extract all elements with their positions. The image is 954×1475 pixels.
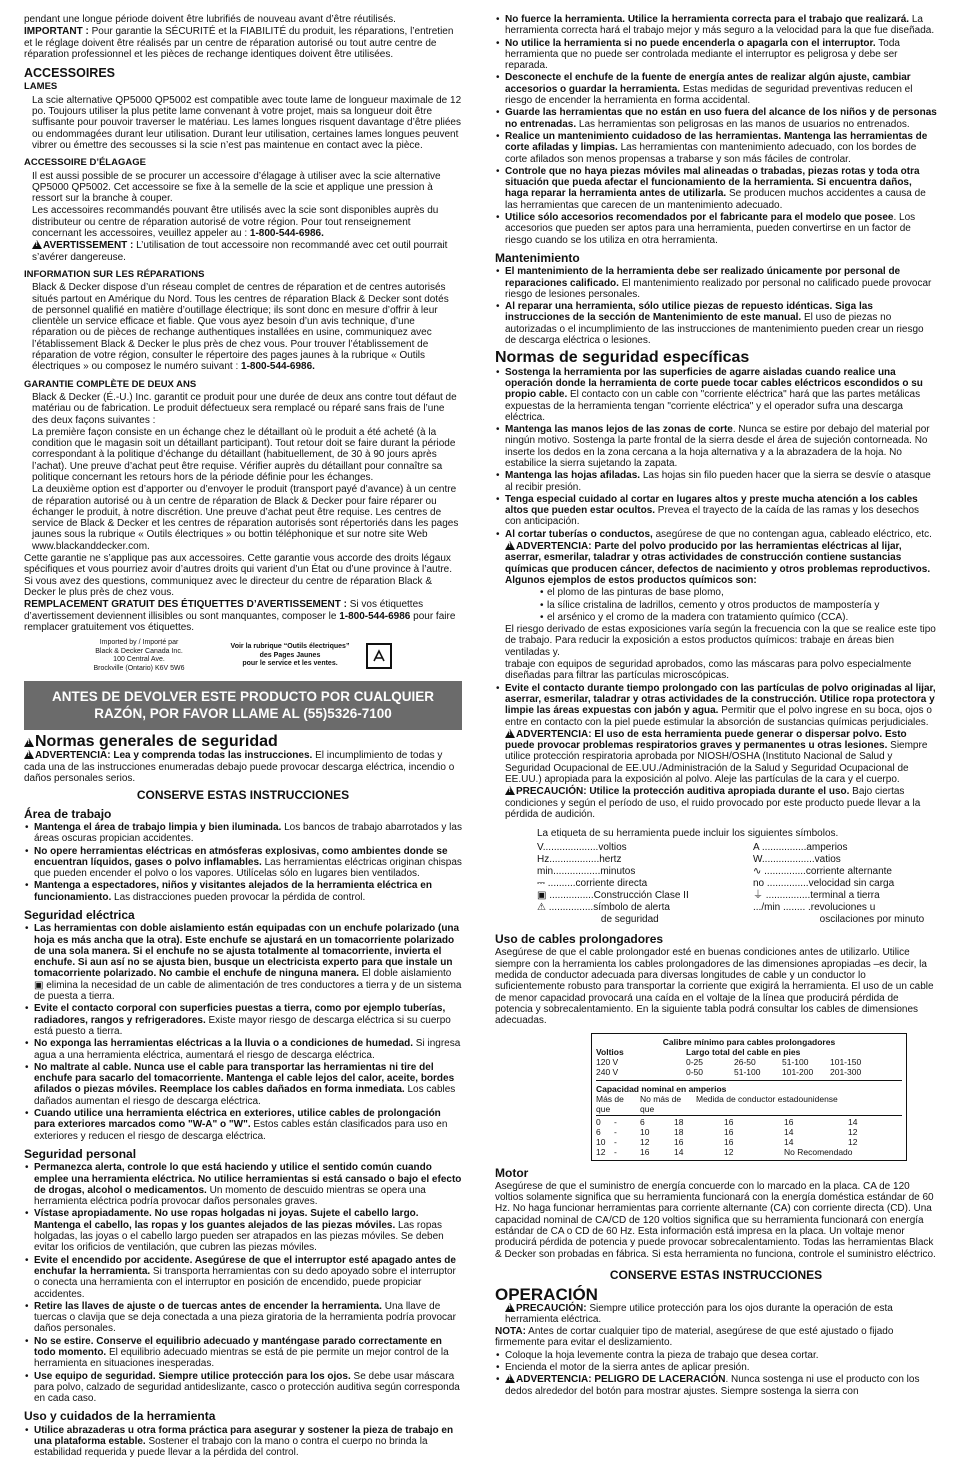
list-item: • Mantenga el área de trabajo limpia y bien iluminada. Los bancos de trabajo abarrotados y las áreas oscuras propician accidentes. bbox=[24, 822, 462, 845]
table-row: 6 - 10 18 16 14 12 bbox=[596, 1126, 858, 1137]
symbol-row: Hz..................hertz W...................vatios bbox=[537, 854, 841, 866]
warning-icon bbox=[505, 1303, 515, 1312]
symbol-row: ▣ ................Construcción Clase II ⏚ ................terminal a tierra bbox=[537, 890, 880, 902]
warranty-heading: GARANTIE COMPLÈTE DE DEUX ANS bbox=[24, 378, 197, 390]
area-trabajo-heading: Área de trabajo bbox=[24, 806, 112, 821]
list-item: • Realice un mantenimiento cuidadoso de las herramientas. Mantenga las herramientas de corte afiladas y limpias. Las herramientas con mantenimiento adecuado, con los bordes de corte afilados son menos propensas a trabarse y son más fáciles de controlar. bbox=[495, 131, 937, 165]
warranty-text-1: Black & Decker (É.-U.) Inc. garantit ce produit pour une durée de deux ans contre tout défaut de matériau ou de fabrication. Le produit défectueux sera remplacé ou réparé sans frais de l’une des deux façons suivantes : bbox=[32, 391, 457, 426]
list-item: • Desconecte el enchufe de la fuente de energía antes de realizar algún ajuste, cambiar accesorios o guardar la herramienta. Estas medidas de seguridad preventivas reducen el riesgo de encender la herramienta en forma accidental. bbox=[495, 72, 937, 106]
return-banner: ANTES DE DEVOLVER ESTE PRODUCTO POR CUALQUIER RAZÓN, POR FAVOR LLAME AL (55)5326-7100 bbox=[24, 681, 462, 730]
list-item: • Las herramientas con doble aislamiento están equipadas con un enchufe polarizado (una hoja es más ancha que la otra). Este enchufe se ajustará en un tomacorriente polarizado de una sola manera. Si el enchufe no se ajusta totalmente al tomacorriente, invierta el enchufe. Si aun así no se ajusta bien, busque un electricista experto para que instale un tomacorriente polarizado. No cambie el enchufe de ninguna manera. El doble aislamiento ▣ elimina la necesidad de un cable de alimentación de tres conductores a tierra y de un sistema de puesta a tierra. bbox=[24, 923, 462, 1002]
cord-table-title: Calibre mínimo para cables prolongadores bbox=[662, 1036, 836, 1047]
labels-paragraph: REMPLACEMENT GRATUIT DES ÉTIQUETTES D’AVERTISSEMENT : Si vos étiquettes d’avertissement deviennent illisibles ou sont manquantes, composer le 1-800-544-6986 pour faire remplacer gratuitement vos étiquettes. bbox=[24, 599, 456, 633]
conserve-heading: CONSERVE ESTAS INSTRUCCIONES bbox=[136, 788, 350, 803]
uso-cuidados-heading: Uso y cuidados de la herramienta bbox=[24, 1409, 216, 1424]
list-item: • Mantenga las manos lejos de las zonas de corte. Nunca se estire por debajo del material por ningún motivo. Sostenga la parte frontal de la sierra desde el área de sujeción contorneada. No inserte los dedos en la zona cercana a la hoja alternativa y a la abrazadera de la hoja. No estabilice la sierra sujetando la zapata. bbox=[495, 424, 937, 469]
list-item: • El mantenimiento de la herramienta debe ser realizado únicamente por personal de reparaciones calificado. El mantenimiento realizado por personal no calificado puede provocar riesgo de lesiones personales. bbox=[495, 266, 937, 300]
list-item: • No maltrate al cable. Nunca use el cable para transportar las herramientas ni tire del enchufe para sacarlo del tomacorriente. Mantenga el cable lejos del calor, aceite, bordes afilados o piezas móviles. Reemplace los cables dañados en forma inmediata. Los cables dañados aumentan el riesgo de descarga eléctrica. bbox=[24, 1062, 462, 1107]
table-row: 12 - 16 14 12 No Recomendado bbox=[596, 1146, 853, 1157]
list-item: • Cuando utilice una herramienta eléctrica en exteriores, utilice cables de prolongación para exteriores marcados como "W-A" o "W". Estos cables están clasificados para uso en exteriores y reducen el riesgo de descarga eléctrica. bbox=[24, 1108, 462, 1142]
normas-especificas-list bbox=[495, 367, 937, 540]
warranty-text-3: La deuxième option est d’apporter ou d’envoyer le produit (transport payé d’avance) à un centre de réparation autorisé ou à un centre de réparation de Black & Decker pour faire réparer ou échanger le produit, à notre discrétion. Une preuve d’achat peut être requise. Les centres de service de Black & Decker et les centres de réparation autorisés sont répertoriés dans les pages jaunes sous la rubrique « Outils électriques » ou bottin téléphonique et sur notre site Web www.blackanddecker.com. bbox=[32, 484, 459, 552]
symbol-row: V....................voltios A ................amperios bbox=[537, 842, 848, 854]
operacion-list bbox=[495, 1350, 937, 1397]
cord-gauge-table bbox=[591, 1033, 907, 1161]
list-item: • el arsénico y el cromo de la madera con tratamiento químico (CCA). bbox=[539, 612, 937, 623]
elagage-text-1: Il est aussi possible de se procurer un accessoire d’élagage à utiliser avec la scie alternative QP5000 QP5002. Cet accessoire se fixe à la semelle de la scie et applique une pression à ressort sur la branche à couper. bbox=[32, 170, 441, 205]
symbol-row: min.................minutos ∿ ...............corriente alternante bbox=[537, 866, 892, 878]
table-row: 0 - 6 18 16 16 14 bbox=[596, 1116, 858, 1127]
list-item: • Al reparar una herramienta, sólo utilice piezas de repuesto idénticas. Siga las instrucciones de la sección de Mantenimiento de este manual. El uso de piezas no autorizadas o el incumplimiento de las instrucciones de mantenimiento pueden crear un riesgo de descarga eléctrica o lesiones. bbox=[495, 301, 937, 346]
normas-especificas-heading: Normas de seguridad específicas bbox=[495, 349, 750, 367]
polvo-text-2: trabaje con equipos de seguridad aprobados, como las máscaras para polvo especialmente diseñadas para filtrar las partículas microscópicas. bbox=[505, 659, 912, 682]
polvo-text-1: El riesgo derivado de estas exposiciones varía según la frecuencia con la que se realice este tipo de trabajo. Para reducir la exposición a estos productos químicos: trabaje en áreas bien ventiladas y. bbox=[505, 624, 936, 658]
list-item: • Encienda el motor de la sierra antes de aplicar presión. bbox=[495, 1362, 937, 1373]
repair-heading: INFORMATION SUR LES RÉPARATIONS bbox=[24, 268, 205, 280]
list-item: • Retire las llaves de ajuste o de tuercas antes de encender la herramienta. Una llave de tuercas o clavija que se deja conectada a una pieza giratoria de la herramienta podría provocar daños personales. bbox=[24, 1301, 462, 1335]
polvo-list bbox=[495, 587, 937, 623]
normas-generales-heading: !Normas generales de seguridad bbox=[24, 736, 462, 747]
warning-icon bbox=[24, 738, 34, 747]
list-item: • Evite el contacto durante tiempo prolongado con las partículas de polvo originadas al lijar, aserrar, esmerilar, taladrar y otras actividades de la construcción. Utilice ropa protectora y limpie las áreas expuestas con jabón y agua. Permitir que el polvo ingrese en su boca, ojos o entre en contacto con la piel puede estimular la absorción de sustancias químicas perjudiciales. bbox=[495, 683, 937, 728]
list-item: • No opere herramientas eléctricas en atmósferas explosivas, como ambientes donde se encuentran líquidos, gases o polvo inflamables. Las herramientas eléctricas originan chispas que pueden encender el polvo o los vapores. Utilícelas sólo en lugares bien ventilados. bbox=[24, 846, 462, 880]
warning-icon bbox=[505, 729, 515, 738]
warning-icon bbox=[505, 1374, 515, 1383]
cables-text: Asegúrese de que el cable prolongador esté en buenas condiciones antes de utilizarlo. Utilice siempre con la herramienta los cables prolongadores de las dimensiones apropiadas –es decir, la medida de conductor adecuada para diversas longitudes de cable y un conductor lo suficientemente robusto para transportar la corriente que exigirá la herramienta. El uso de un cable de menor capacidad provocará una caída en el voltaje de la línea que producirá pérdida de potencia y sobrecalentamiento. En la siguiente tabla podrá consultar los cables de dimensiones adecuadas. bbox=[495, 947, 934, 1027]
list-item: • Vístase apropiadamente. No use ropas holgadas ni joyas. Sujete el cabello largo. Mantenga el cabello, las ropas y los guantes alejados de las piezas móviles. Las ropas holgadas, las joyas o el cabello largo pueden ser atrapados en las piezas móviles. Se deben evitar los orificios de ventilación, que cubren las piezas móviles. bbox=[24, 1208, 462, 1253]
list-item: • Utilice abrazaderas u otra forma práctica para asegurar y sostener la pieza de trabajo en una plataforma estable. Sostener el trabajo con la mano o contra el cuerpo no brinda la estabilidad requerida y puede llevar a la pérdida del control. bbox=[24, 1425, 462, 1459]
repair-text: Black & Decker dispose d’un réseau complet de centres de réparation et de centres autorisés situés partout en Amérique du Nord. Tous les centres de réparation Black & Decker sont dotés de personnel qualifié en matière d’outillage électrique; ils sont donc en mesure d’offrir à leur clientèle un service efficace et fiable. Que vous ayez besoin d’un avis technique, d’une réparation ou de pièces de rechange authentiques installées en usine, communiquez avec l’établissement Black & Decker le plus près de chez vous. Pour trouver l’établissement de réparation de votre région, consulter le répertoire des pages jaunes à la rubrique « Outils électriques » ou composez le numéro suivant : 1-800-544-6986. bbox=[32, 282, 449, 373]
divider bbox=[596, 1080, 902, 1081]
elagage-text-2: Les accessoires recommandés pouvant être utilisés avec la scie sont disponibles auprès du distributeur ou centre de réparation autorisé de votre région. Pour tout renseignement concernant les accessoires, veuillez appeler au : 1-800-544-6986. bbox=[32, 205, 439, 240]
warranty-text-2: La première façon consiste en un échange chez le détaillant où le produit a été acheté (à la condition que le magasin soit un détaillant participant). Tout retour doit se faire durant la période correspondant à la politique d’échange du détaillant (habituellement, de 30 à 90 jours après l’achat). Une preuve d’achat peut être requise. Vérifier auprès du détaillant pour connaître sa politique concernant les retours hors de la période définie pour les échanges. bbox=[32, 426, 456, 483]
elagage-heading: ACCESSOIRE D’ÉLAGAGE bbox=[24, 157, 146, 169]
hearing-caution: !PRECAUCIÓN: Utilice la protección auditiva apropiada durante el uso. Bajo ciertas condiciones y según el período de uso, el ruido provocado por este producto puede llevar a la pérdida de audición. bbox=[495, 786, 937, 820]
list-item: • Permanezca alerta, controle lo que está haciendo y utilice el sentido común cuando emplee una herramienta eléctrica. No utilice herramientas si está cansado o bajo el efecto de drogas, alcohol o medicamentos. Un momento de descuido mientras se opera una herramienta eléctrica podría provocar daños personales graves. bbox=[24, 1162, 462, 1207]
list-item: • el plomo de las pinturas de base plomo, bbox=[539, 587, 937, 598]
list-item: • Guarde las herramientas que no están en uso fuera del alcance de los niños y de personas no entrenadas. Las herramientas son peligrosas en las manos de usuarios no entrenados. bbox=[495, 107, 937, 130]
warning-icon bbox=[505, 786, 515, 795]
list-item: • Utilice sólo accesorios recomendados por el fabricante para el modelo que posee. Los accesorios que pueden ser aptos para una herramienta, pueden convertirse en un factor de riesgo cuando se los utiliza en otra herramienta. bbox=[495, 212, 937, 246]
list-item: • Controle que no haya piezas móviles mal alineadas o trabadas, piezas rotas y toda otra situación que pueda afectar el funcionamiento de la herramienta. Si encuentra daños, haga reparar la herramienta antes de utilizarla. Se producen muchos accidentes a causa de las herramientas que carecen de un mantenimiento adecuado. bbox=[495, 166, 937, 211]
list-item: • la sílice cristalina de ladrillos, cemento y otros productos de mampostería y bbox=[539, 600, 937, 611]
cables-heading: Uso de cables prolongadores bbox=[495, 932, 664, 947]
seguridad-personal-list bbox=[24, 1162, 462, 1404]
normas-warning: !ADVERTENCIA: Lea y comprenda todas las instrucciones. El incumplimiento de todas y cada una de las instrucciones enumeradas debajo puede provocar descarga eléctrica, incendio o daños personales serios. bbox=[24, 750, 462, 784]
mantenimiento-list bbox=[495, 266, 937, 346]
list-item: !• ADVERTENCIA: PELIGRO DE LACERACIÓN. Nunca sostenga ni use el producto con los dedos alrededor del botón para mostrar ajustes. Siempre sostenga la sierra con bbox=[495, 1374, 937, 1397]
list-item: • Tenga especial cuidado al cortar en lugares altos y preste mucha atención a los cables altos que pueden estar ocultos. Prevea el trayecto de la caída de las ramas y los desechos con anticipación. bbox=[495, 494, 937, 528]
uso-cuidados-list-cont bbox=[495, 14, 937, 246]
left-column bbox=[24, 14, 462, 1460]
divider bbox=[596, 1115, 902, 1116]
warranty-text-4: Cette garantie ne s’applique pas aux accessoires. Cette garantie vous accorde des droits légaux spécifiques et vous pourriez avoir d’autres droits qui varient d’un État ou d’une province à l’autre. Si vous avez des questions, communiquez avec le directeur du centre de réparation Black & Decker le plus près de chez vous. bbox=[24, 553, 453, 598]
amp-table-header: Más de No más de Medida de conductor estadounidense bbox=[596, 1093, 838, 1104]
yellow-pages-note: Voir la rubrique “Outils électriques” des Pages Jaunes pour le service et les ventes. bbox=[230, 643, 350, 668]
list-item: • Use equipo de seguridad. Siempre utilice protección para los ojos. Se debe usar máscara para polvo, calzado de seguridad antideslizante, casco o protección auditiva según corresponda en cada caso. bbox=[24, 1371, 462, 1405]
motor-heading: Motor bbox=[495, 1165, 529, 1180]
area-trabajo-list bbox=[24, 822, 462, 903]
polvo-warning: !ADVERTENCIA: Parte del polvo producido por las herramientas eléctricas al lijar, aserrar, esmerilar, taladrar y otras actividades de construcción contiene sustancias químicas que producen cáncer, defectos de nacimiento y otros problemas reproductivos. Algunos ejemplos de estos productos químicos son: bbox=[495, 541, 937, 586]
intro-text: pendant une longue période doivent être lubrifiés de nouveau avant d’être réutilisés. bbox=[24, 14, 396, 25]
importer-address: Imported by / Importé par Black & Decker Canada Inc. 100 Central Ave. Brockville (Ontario) K6V 5W6 bbox=[93, 639, 185, 672]
list-item: • Al cortar tuberías o conductos, asegúrese de que no contengan agua, cableado eléctrico, etc. bbox=[495, 529, 937, 540]
cord-table-header: Voltios Largo total del cable en pies bbox=[596, 1046, 801, 1057]
symbols-intro: La etiqueta de su herramienta puede incluir los siguientes símbolos. bbox=[537, 828, 839, 840]
important-paragraph: IMPORTANT : Pour garantie la SÉCURITÉ et la FIABILITÉ du produit, les réparations, l’entretien et le réglage doivent être réalisés par un centre de réparation autorisé ou tout autre centre de réparation professionnel et les pièces de rechange identiques doivent être utilisées. bbox=[24, 26, 454, 60]
operacion-caution: !PRECAUCIÓN: Siempre utilice protección para los ojos durante la operación de esta herramienta eléctrica. bbox=[495, 1303, 937, 1326]
seguridad-electrica-heading: Seguridad eléctrica bbox=[24, 908, 135, 922]
lames-heading: LAMES bbox=[24, 81, 58, 93]
list-item: • No fuerce la herramienta. Utilice la herramienta correcta para el trabajo que realizará. La herramienta correcta hará el trabajo mejor y más seguro a la velocidad para la que fue diseñada. bbox=[495, 14, 937, 37]
yellow-pages-logo-icon bbox=[366, 643, 392, 669]
amp-table-header-2: que que bbox=[596, 1103, 655, 1114]
table-row: 240 V 0-50 51-100 101-200 201-300 bbox=[596, 1066, 862, 1077]
right-column bbox=[495, 14, 937, 1398]
respiratory-warning: !ADVERTENCIA: El uso de esta herramienta puede generar o dispersar polvo. Esto puede provocar problemas respiratorios graves y permanentes u otras lesiones. Siempre utilice protección respiratoria aprobada por NIOSH/OSHA (Instituto Nacional de Salud y Seguridad Ocupacional de EE.UU./Administración de la Salud y Seguridad Ocupacional de EE.UU.) apropiada para la exposición al polvo. Aleje las partículas de la cara y el cuerpo. bbox=[495, 729, 937, 785]
amp-table-title: Capacidad nominal en amperios bbox=[596, 1083, 727, 1094]
symbol-row: de seguridad oscilaciones por minuto bbox=[537, 914, 925, 926]
seguridad-electrica-list bbox=[24, 923, 462, 1142]
list-item: • No exponga las herramientas eléctricas a la lluvia o a condiciones de humedad. Si ingresa agua a una herramienta eléctrica, aumentará el riesgo de descarga eléctrica. bbox=[24, 1038, 462, 1061]
warning-icon bbox=[32, 240, 42, 249]
symbols-table bbox=[537, 828, 937, 926]
seguridad-personal-heading: Seguridad personal bbox=[24, 1146, 137, 1161]
mantenimiento-heading: Mantenimiento bbox=[495, 250, 580, 265]
list-item: • Evite el encendido por accidente. Asegúrese de que el interruptor esté apagado antes de enchufar la herramienta. Si transporta herramientas con su dedo apoyado sobre el interruptor o conecta una herramienta con el interruptor en posición de encendido, puede propiciar accidentes. bbox=[24, 1255, 462, 1300]
list-item: • Coloque la hoja levemente contra la pieza de trabajo que desea cortar. bbox=[495, 1350, 937, 1361]
table-row: 120 V 0-25 26-50 51-100 101-150 bbox=[596, 1056, 862, 1067]
list-item: • Mantenga las hojas afiladas. Las hojas sin filo pueden hacer que la sierra se desvíe o atasque al recibir presión. bbox=[495, 470, 937, 493]
list-item: • Mantenga a espectadores, niños y visitantes alejados de la herramienta eléctrica en funcionamiento. Las distracciones pueden provocar la pérdida de control. bbox=[24, 880, 462, 903]
lames-text: La scie alternative QP5000 QP5002 est compatible avec toute lame de longueur maximale de 12 po. Toujours utiliser la plus petite lame convenant à votre projet, mais sa longueur doit être suffisante pour pouvoir traverser le matériau. Les lames longues risquent davantage d’être pliées ou endommagées durant leur utilisation. Durant leur utilisation, certaines lames longues peuvent vibrer ou émettre des secousses si la scie n’est pas maintenue en contact avec la pièce. bbox=[32, 94, 462, 151]
operacion-heading: OPERACIÓN bbox=[495, 1285, 598, 1305]
list-item: • No se estire. Conserve el equilibrio adecuado y manténgase parado correctamente en todo momento. El equilibrio adecuado mientras se está de pie permite un mejor control de la herramienta en situaciones inesperadas. bbox=[24, 1336, 462, 1370]
symbol-row: ⎓ ..........corriente directa no ...............velocidad sin carga bbox=[537, 878, 895, 890]
uso-cuidados-list bbox=[24, 1425, 462, 1459]
list-item: • No utilice la herramienta si no puede encenderla o apagarla con el interruptor. Toda herramienta que no puede ser controlada mediante el interruptor es peligrosa y debe ser reparada. bbox=[495, 38, 937, 72]
warning-icon bbox=[505, 541, 515, 550]
warning-icon bbox=[24, 750, 34, 759]
table-row: 10 - 12 16 16 14 12 bbox=[596, 1136, 858, 1147]
nota-paragraph: NOTA: Antes de cortar cualquier tipo de material, asegúrese de que esté ajustado o fijado firmemente para evitar el deslizamiento. bbox=[495, 1326, 894, 1349]
motor-text: Asegúrese de que el suministro de energía concuerde con lo marcado en la placa. CA de 120 voltios solamente significa que su herramienta funcionará con la energía doméstica estándar de 60 Hz. No haga funcionar herramientas para corriente alternante (CA) con corriente directa (CD). Una capacidad nominal de CA/CD de 120 voltios significa que su herramienta funcionará con energía estándar de CA o CD de 60 Hz. Esta información está impresa en la placa. Un voltaje menor producirá pérdida de potencia y puede provocar sobrecalentamiento. Todas las herramientas Black & Decker son probadas en fábrica. Si esta herramienta no funciona, controle el suministro eléctrico. bbox=[495, 1180, 936, 1260]
list-item: • Sostenga la herramienta por las superficies de agarre aisladas cuando realice una operación donde la herramienta de corte puede tocar cables eléctricos escondidos o su propio cable. El contacto con un cable con "corriente eléctrica" hará que las partes metálicas expuestas de la herramienta tengan "corriente eléctrica" y el operador sufra una descarga eléctrica. bbox=[495, 367, 937, 423]
contacto-list bbox=[495, 683, 937, 728]
list-item: • Evite el contacto corporal con superficies puestas a tierra, como por ejemplo tuberías, radiadores, rangos y refrigeradores. Existe mayor riesgo de descarga eléctrica si su cuerpo está puesto a tierra. bbox=[24, 1003, 462, 1037]
imprint-block bbox=[24, 639, 462, 673]
symbol-row: ⚠ ................símbolo de alerta .../min ........ .revoluciones u bbox=[537, 902, 876, 914]
accessoires-heading: ACCESSOIRES bbox=[24, 66, 115, 81]
elagage-warning: !AVERTISSEMENT : L’utilisation de tout accessoire non recommandé avec cet outil pourrait s’avérer dangereuse. bbox=[24, 240, 462, 263]
conserve-heading-2: CONSERVE ESTAS INSTRUCCIONES bbox=[609, 1267, 823, 1282]
